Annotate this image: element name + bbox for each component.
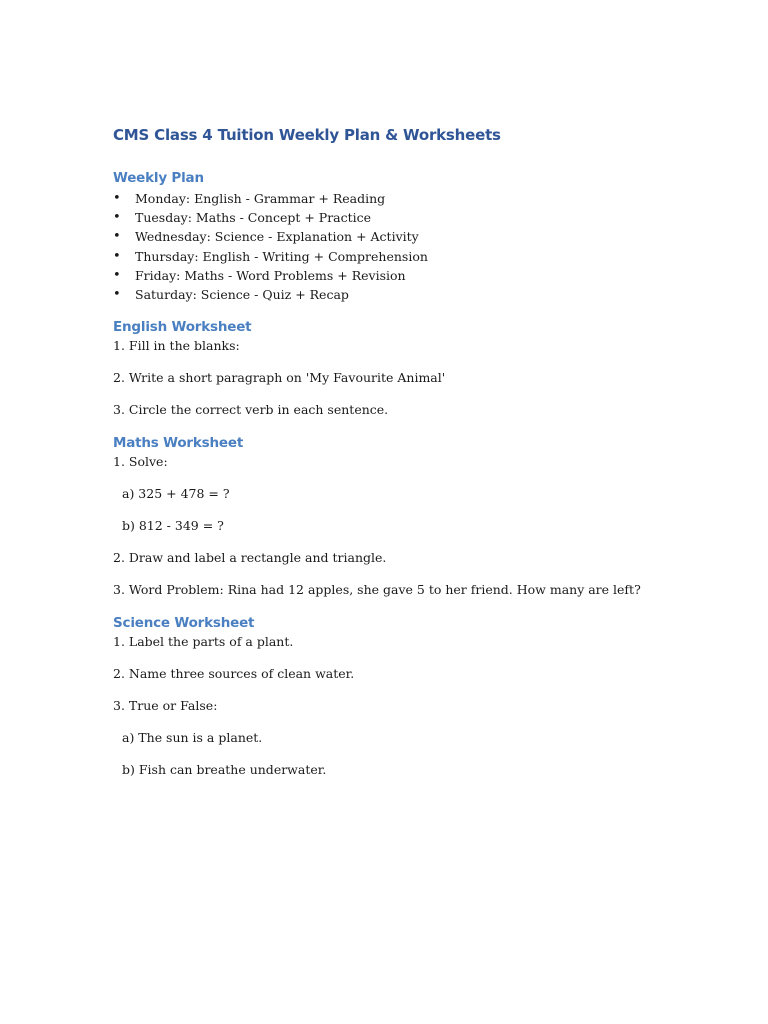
document-page <box>113 122 713 794</box>
bullet-icon: • <box>113 229 121 245</box>
list-item <box>113 189 713 208</box>
bullet-icon: • <box>113 267 121 283</box>
bullet-icon: • <box>113 191 121 206</box>
list-item-text: Thursday: English - Writing + Comprehension <box>135 248 428 264</box>
maths-question-3: 3. Word Problem: Rina had 12 apples, she gave 5 to her friend. How many are left? <box>113 582 641 598</box>
list-item <box>113 208 713 227</box>
bullet-icon: • <box>113 210 121 226</box>
science-question-3: 3. True or False: <box>113 698 218 714</box>
list-item <box>113 266 713 285</box>
list-item <box>113 247 713 266</box>
weekly-plan-heading: Weekly Plan <box>113 170 204 186</box>
document-title: CMS Class 4 Tuition Weekly Plan & Worksheets <box>113 126 501 144</box>
english-worksheet-heading: English Worksheet <box>113 319 252 336</box>
list-item-text: Monday: English - Grammar + Reading <box>135 191 386 206</box>
bullet-icon: • <box>113 287 121 303</box>
weekly-plan-list <box>113 189 713 304</box>
list-item-text: Saturday: Science - Quiz + Recap <box>135 287 349 303</box>
list-item-text: Friday: Maths - Word Problems + Revision <box>135 267 406 283</box>
science-subquestion-a: a) The sun is a planet. <box>122 730 263 746</box>
science-subquestion-b: b) Fish can breathe underwater. <box>122 762 327 778</box>
english-question-2: 2. Write a short paragraph on 'My Favourite Animal' <box>113 370 446 386</box>
maths-subquestion-b: b) 812 - 349 = ? <box>122 518 224 534</box>
english-question-1: 1. Fill in the blanks: <box>113 338 240 354</box>
list-item <box>113 227 713 246</box>
science-question-2: 2. Name three sources of clean water. <box>113 666 355 682</box>
maths-subquestion-a: a) 325 + 478 = ? <box>122 486 230 502</box>
maths-question-2: 2. Draw and label a rectangle and triangle. <box>113 550 387 566</box>
maths-question-1: 1. Solve: <box>113 454 168 470</box>
science-question-1: 1. Label the parts of a plant. <box>113 634 294 650</box>
list-item <box>113 285 713 304</box>
bullet-icon: • <box>113 248 121 264</box>
list-item-text: Wednesday: Science - Explanation + Activity <box>135 229 419 245</box>
maths-worksheet-heading: Maths Worksheet <box>113 435 244 452</box>
science-worksheet-heading: Science Worksheet <box>113 615 255 632</box>
list-item-text: Tuesday: Maths - Concept + Practice <box>135 210 372 226</box>
english-question-3: 3. Circle the correct verb in each sentence. <box>113 402 389 418</box>
